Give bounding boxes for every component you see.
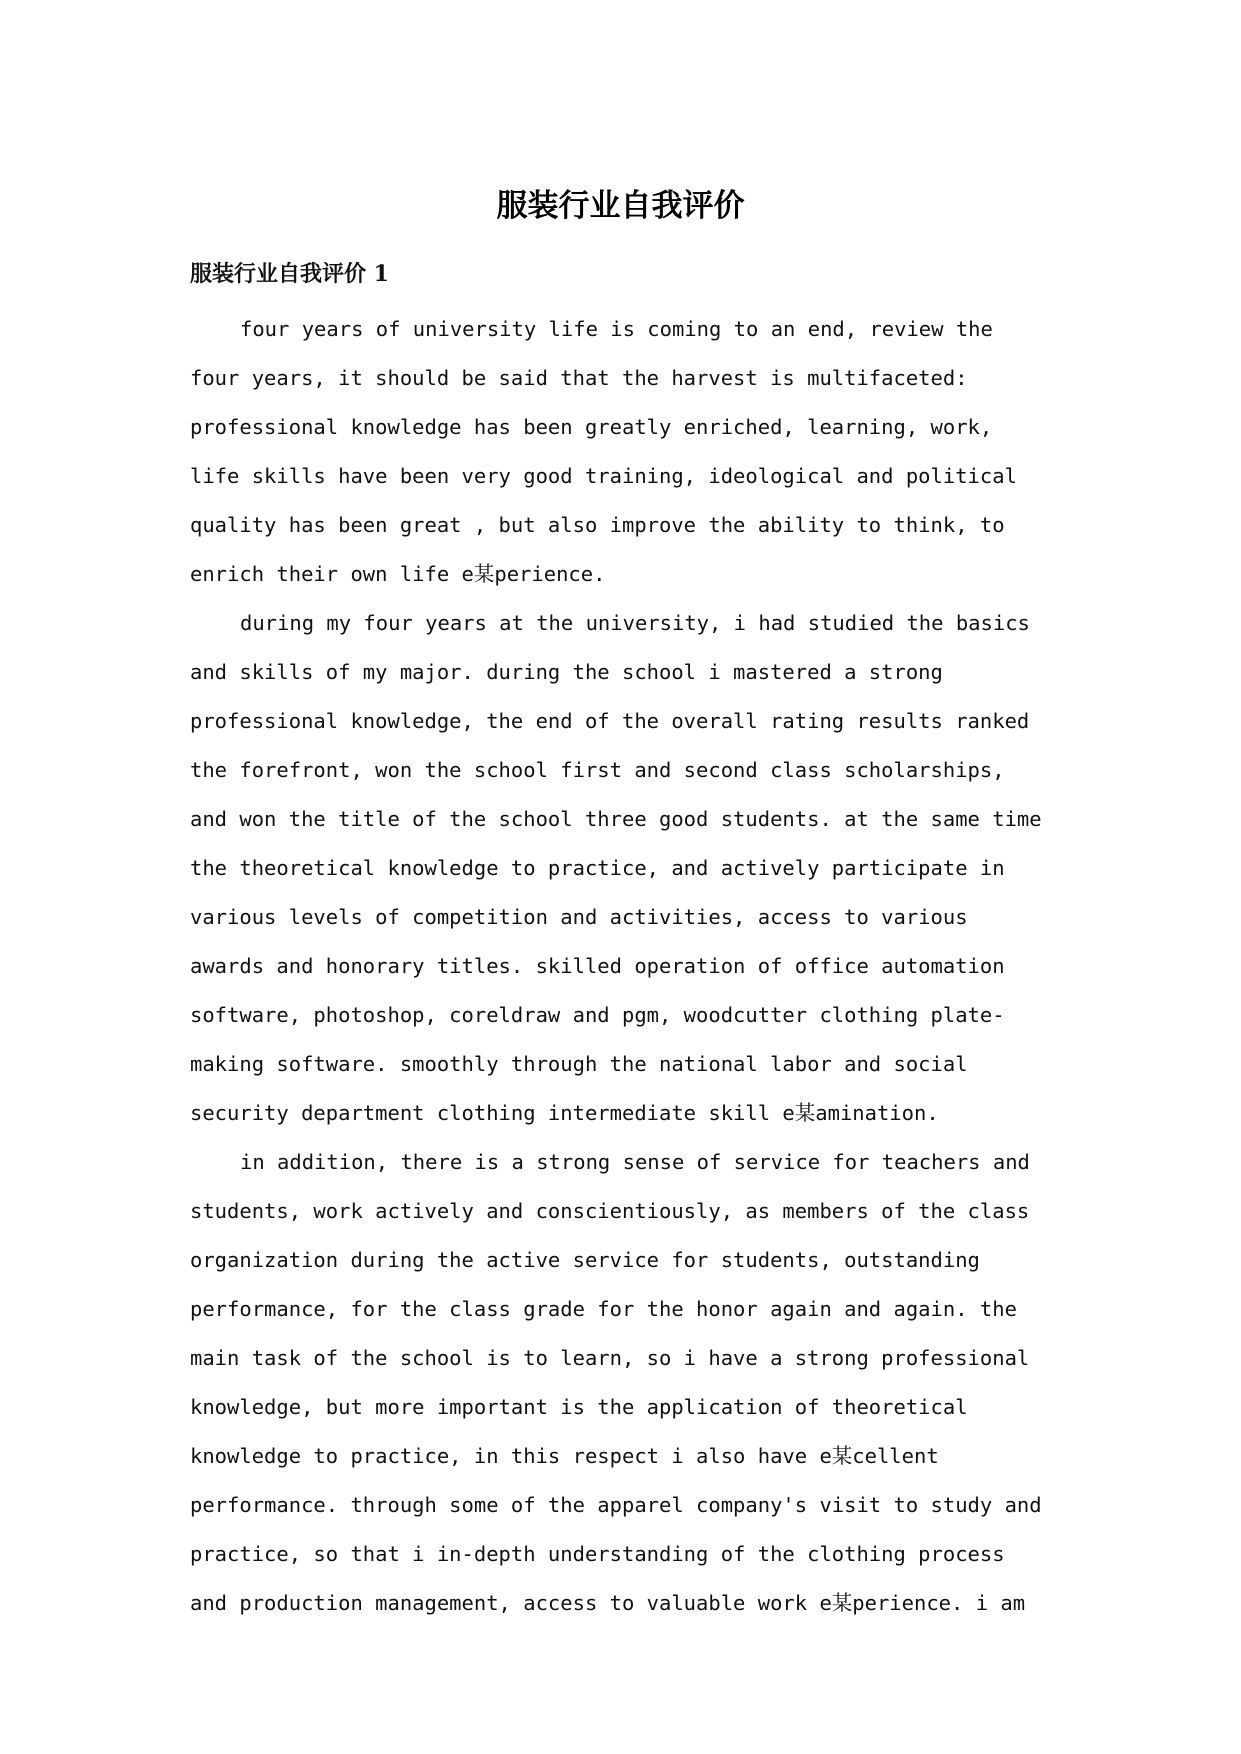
paragraph-line: during my four years at the university, i had studied the basics	[240, 611, 1030, 635]
paragraph-line: performance, for the class grade for the honor again and again. the	[190, 1297, 1017, 1321]
paragraph-line: professional knowledge, the end of the overall rating results ranked	[190, 709, 1030, 733]
paragraph-line: performance. through some of the apparel company's visit to study and	[190, 1493, 1042, 1517]
section-heading: 服装行业自我评价 1	[190, 261, 389, 287]
paragraph-line: enrich their own life e某perience.	[190, 562, 606, 586]
document-title: 服装行业自我评价	[496, 188, 745, 224]
paragraph-line: the theoretical knowledge to practice, and actively participate in	[190, 856, 1005, 880]
paragraph-line: four years, it should be said that the harvest is multifaceted:	[190, 366, 968, 390]
paragraph-line: the forefront, won the school first and second class scholarships,	[190, 758, 1005, 782]
paragraph-line: and won the title of the school three good students. at the same time	[190, 807, 1042, 831]
paragraph-line: organization during the active service for students, outstanding	[190, 1248, 980, 1272]
document-body	[190, 305, 1070, 1628]
paragraph	[190, 1138, 1070, 1628]
paragraph-line: software, photoshop, coreldraw and pgm, woodcutter clothing plate-	[190, 1003, 1005, 1027]
paragraph-line: making software. smoothly through the national labor and social	[190, 1052, 968, 1076]
paragraph-line: in addition, there is a strong sense of service for teachers and	[240, 1150, 1030, 1174]
paragraph-line: life skills have been very good training, ideological and political	[190, 464, 1017, 488]
paragraph-line: security department clothing intermediate skill e某amination.	[190, 1101, 939, 1125]
paragraph-line: practice, so that i in-depth understanding of the clothing process	[190, 1542, 1005, 1566]
paragraph-line: professional knowledge has been greatly enriched, learning, work,	[190, 415, 993, 439]
paragraph-line: knowledge to practice, in this respect i also have e某cellent	[190, 1444, 939, 1468]
paragraph-line: and production management, access to valuable work e某perience. i am	[190, 1591, 1026, 1615]
paragraph-line: quality has been great , but also improve the ability to think, to	[190, 513, 1005, 537]
paragraph-line: awards and honorary titles. skilled operation of office automation	[190, 954, 1005, 978]
paragraph-line: main task of the school is to learn, so i have a strong professional	[190, 1346, 1030, 1370]
paragraph-line: knowledge, but more important is the application of theoretical	[190, 1395, 968, 1419]
paragraph-line: four years of university life is coming to an end, review the	[240, 317, 993, 341]
paragraph	[190, 599, 1070, 1138]
paragraph-line: various levels of competition and activities, access to various	[190, 905, 968, 929]
paragraph	[190, 305, 1070, 599]
paragraph-line: and skills of my major. during the school i mastered a strong	[190, 660, 943, 684]
paragraph-line: students, work actively and conscientiously, as members of the class	[190, 1199, 1030, 1223]
